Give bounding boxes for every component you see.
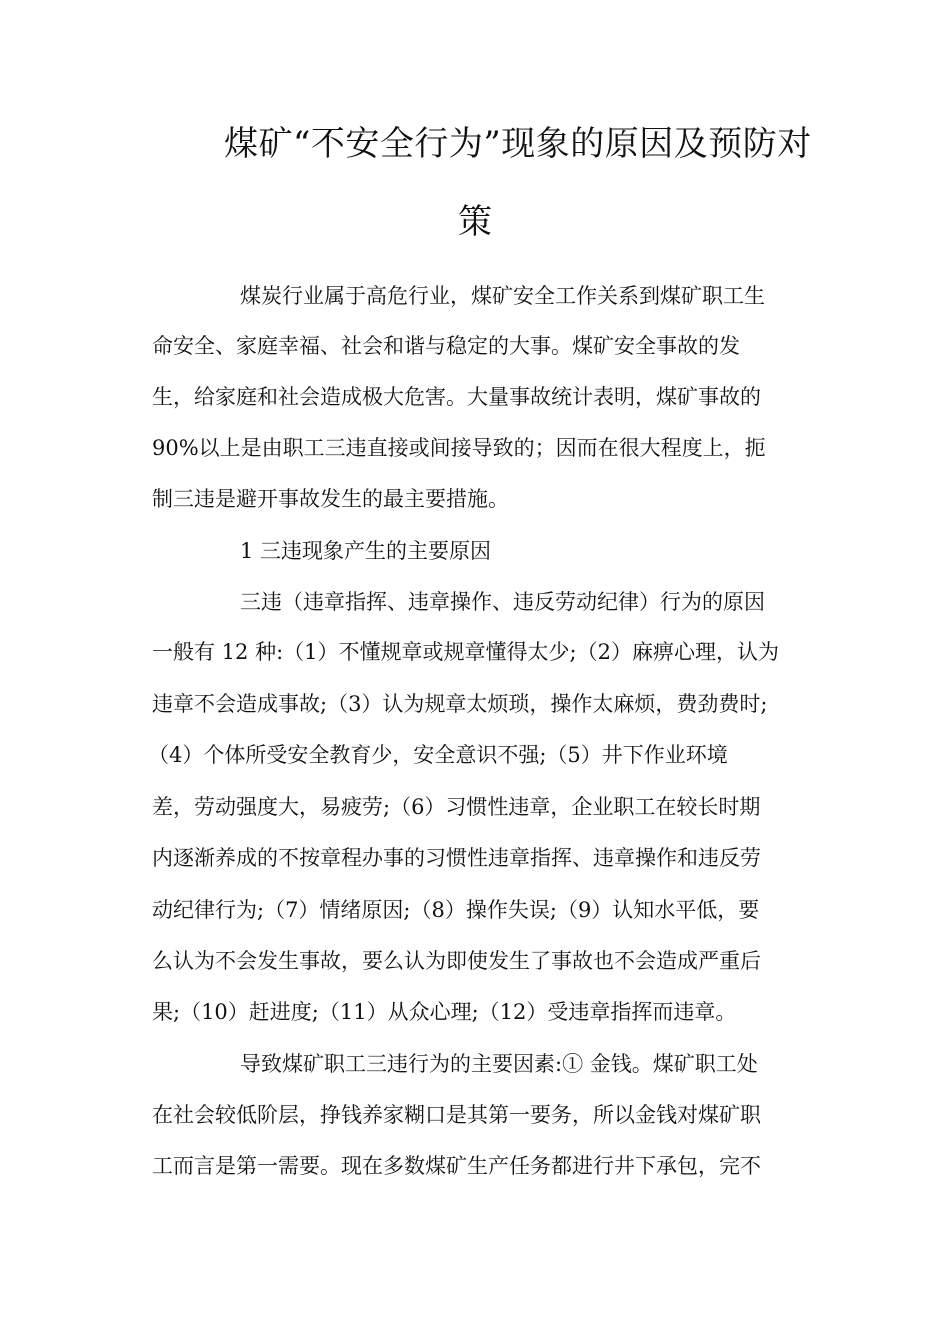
body-line: 命安全、家庭幸福、社会和谐与稳定的大事。煤矿安全事故的发: [152, 334, 740, 358]
body-line: 差，劳动强度大，易疲劳;（6）习惯性违章，企业职工在较长时期: [152, 795, 761, 819]
body-line: 违章不会造成事故;（3）认为规章太烦琐，操作太麻烦，费劲费时;: [152, 692, 768, 716]
body-line: 三违（违章指挥、违章操作、违反劳动纪律）行为的原因: [240, 590, 765, 614]
body-line: 煤炭行业属于高危行业，煤矿安全工作关系到煤矿职工生: [240, 284, 765, 308]
section-heading: 1 三违现象产生的主要原因: [240, 539, 492, 563]
body-line: 一般有 12 种:（1）不懂规章或规章懂得太少;（2）麻痹心理，认为: [152, 640, 779, 664]
body-line: 内逐渐养成的不按章程办事的习惯性违章指挥、违章操作和违反劳: [152, 846, 761, 870]
body-line: 生，给家庭和社会造成极大危害。大量事故统计表明，煤矿事故的: [152, 385, 761, 409]
body-line: （4）个体所受安全教育少，安全意识不强;（5）井下作业环境: [148, 743, 728, 767]
body-line: 制三违是避开事故发生的最主要措施。: [152, 487, 509, 511]
body-line: 么认为不会发生事故，要么认为即使发生了事故也不会造成严重后: [152, 949, 761, 973]
document-title-line-2: 策: [458, 202, 493, 242]
body-line: 在社会较低阶层，挣钱养家糊口是其第一要务，所以金钱对煤矿职: [152, 1103, 761, 1127]
body-line: 动纪律行为;（7）情绪原因;（8）操作失误;（9）认知水平低，要: [152, 898, 760, 922]
document-title-line-1: 煤矿“不安全行为”现象的原因及预防对: [224, 124, 812, 164]
body-line: 导致煤矿职工三违行为的主要因素:① 金钱。煤矿职工处: [240, 1052, 758, 1076]
body-line: 90%以上是由职工三违直接或间接导致的；因而在很大程度上，扼: [152, 436, 766, 460]
body-line: 工而言是第一需要。现在多数煤矿生产任务都进行井下承包，完不: [152, 1154, 761, 1178]
body-line: 果;（10）赶进度;（11）从众心理;（12）受违章指挥而违章。: [152, 1000, 737, 1024]
